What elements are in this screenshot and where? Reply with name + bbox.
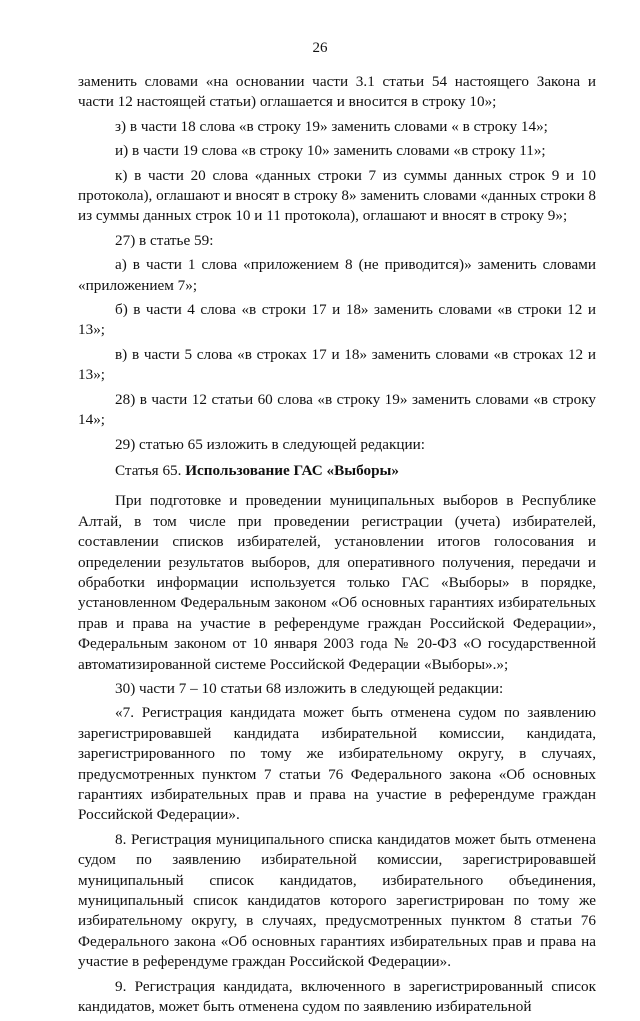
paragraph-item-30: 30) части 7 – 10 статьи 68 изложить в следующей редакции:: [115, 679, 504, 697]
paragraph-article-65-text: При подготовке и проведении муниципальных выборов в Республике Алтай, в том числе при проведении регистрации (учета) избирателей, составлении списков избирателей, установлении итогов голосования и определении результатов выборов, для оперативного получения, передачи и обработки информации используется только ГАС «Выборы» в порядке, установленном Федеральным законом «Об основных гарантиях избирательных прав и права на участие в референдуме граждан Российской Федерации», Федеральным законом от 10 января 2003 года № 20-ФЗ «О государственной автоматизированной системе Российской Федерации «Выборы».»;: [78, 492, 596, 673]
paragraph-item-28: 28) в части 12 статьи 60 слова «в строку 19» заменить словами «в строку 14»;: [78, 390, 596, 429]
paragraph-item-a: а) в части 1 слова «приложением 8 (не приводится)» заменить словами «приложением 7»;: [78, 256, 596, 294]
paragraph-part-8: 8. Регистрация муниципального списка кандидатов может быть отменена судом по заявлению избирательной комиссии, зарегистрировавшей муниципальный список кандидатов, избирательного объединения, муниципальный список кандидатов которого зарегистрирован по тому же избирательному округу, в случаях, предусмотренных пунктом 8 статьи 76 Федерального закона «Об основных гарантиях избирательных прав и права на участие в референдуме граждан Российской Федерации».: [78, 830, 596, 971]
paragraph-item-29: 29) статью 65 изложить в следующей редакции:: [115, 435, 425, 453]
document-body: [78, 72, 596, 1021]
article-heading-prefix: Статья 65.: [115, 461, 186, 479]
paragraph-item-b: б) в части 4 слова «в строки 17 и 18» заменить словами «в строки 12 и 13»;: [78, 301, 596, 339]
paragraph-item-i: и) в части 19 слова «в строку 10» заменить словами «в строку 11»;: [115, 142, 546, 160]
paragraph-part-7: «7. Регистрация кандидата может быть отменена судом по заявлению зарегистрировавшей кандидата избирательной комиссии, кандидата, зарегистрированного по тому же избирательному округу, в случаях, предусмотренных пунктом 7 статьи 76 Федерального закона «Об основных гарантиях избирательных прав и права на участие в референдуме граждан Российской Федерации».: [78, 704, 596, 824]
paragraph-item-v: в) в части 5 слова «в строках 17 и 18» заменить словами «в строках 12 и 13»;: [78, 345, 596, 384]
article-heading: [78, 461, 596, 481]
article-heading-title: Использование ГАС «Выборы»: [185, 461, 399, 479]
paragraph-item-27: 27) в статье 59:: [115, 231, 214, 249]
page-number: 26: [312, 40, 328, 56]
paragraph-continuation: заменить словами «на основании части 3.1 статьи 54 настоящего Закона и части 12 настоящей статьи) оглашается и вносится в строку 10»;: [78, 73, 596, 111]
paragraph-item-z: з) в части 18 слова «в строку 19» заменить словами « в строку 14»;: [115, 117, 548, 135]
paragraph-item-k: к) в части 20 слова «данных строки 7 из суммы данных строк 9 и 10 протокола), оглашают и вносят в строку 8» заменить словами «данных строки 8 из суммы данных строк 10 и 11 протокола), оглашают и вносят в строку 9»;: [78, 166, 596, 225]
paragraph-part-9: 9. Регистрация кандидата, включенного в зарегистрированный список кандидатов, может быть отменена судом по заявлению избирательной: [78, 977, 596, 1016]
